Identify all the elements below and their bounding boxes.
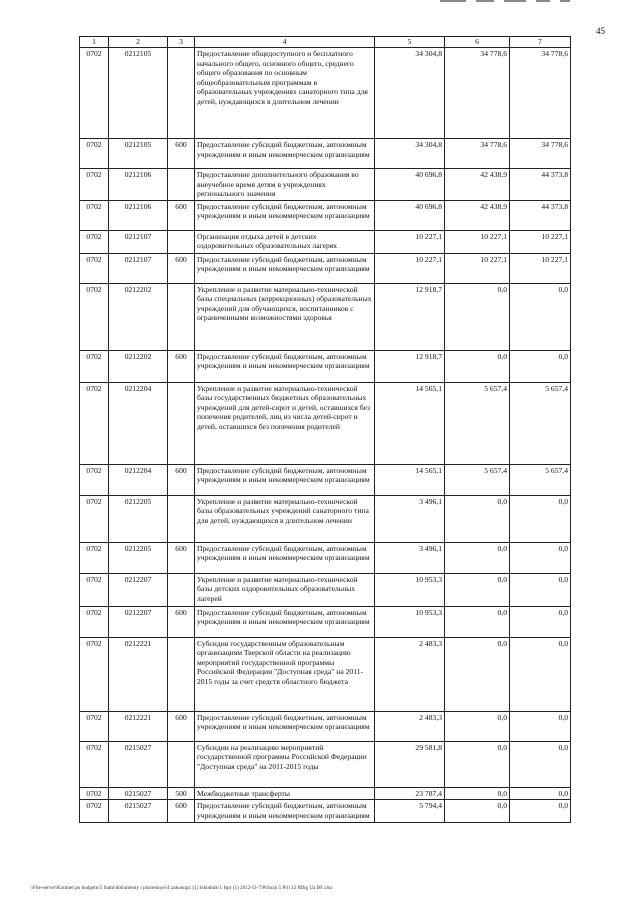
- amount-year-2: 0,0: [445, 741, 510, 787]
- amount-year-3: 0,0: [510, 495, 571, 542]
- amount-year-3: 0,0: [510, 800, 571, 823]
- amount-year-1: 14 565,1: [375, 382, 445, 464]
- amount-year-3: 0,0: [510, 542, 571, 573]
- amount-year-1: 12 918,7: [375, 350, 445, 382]
- amount-year-1: 5 794,4: [375, 800, 445, 823]
- target-article-code: 0212106: [109, 169, 168, 201]
- section-code: 0702: [80, 382, 109, 464]
- column-header-year-2: 6: [445, 37, 510, 48]
- section-code: 0702: [80, 787, 109, 800]
- expense-name: Укрепление и развитие материально-технической базы образовательных учреждений санаторного типа для детей, нуждающихся в длительном лечении: [195, 495, 375, 542]
- column-header-year-3: 7: [510, 37, 571, 48]
- amount-year-2: 42 438,9: [445, 169, 510, 201]
- target-article-code: 0212106: [109, 200, 168, 230]
- table-header-row: [80, 37, 571, 48]
- footer-file-path: \\File-server\Komitet po budgetu\5 Sami\dokumenty i pismennye\4 zakonopr. (1) Ishodnik\1 Ispr (1) 2012-I3-7\Prilozh 5 Pril 12 Rfbg Ua BF.xlsx: [30, 885, 333, 891]
- expense-name: Укрепление и развитие материально-технической базы детских оздоровительных образовательных лагерей: [195, 573, 375, 606]
- expense-type-code: 600: [168, 350, 195, 382]
- amount-year-2: 10 227,1: [445, 253, 510, 283]
- amount-year-3: 0,0: [510, 741, 571, 787]
- section-code: 0702: [80, 741, 109, 787]
- amount-year-3: 0,0: [510, 637, 571, 711]
- amount-year-1: 3 496,1: [375, 542, 445, 573]
- section-code: 0702: [80, 253, 109, 283]
- amount-year-1: 12 918,7: [375, 283, 445, 350]
- expense-name: Укрепление и развитие материально-технической базы специальных (коррекционных) образовательных учреждений для обучающихся, воспитанников с ограниченными возможностями здоровья: [195, 283, 375, 350]
- table-row: [80, 200, 571, 230]
- table-row: [80, 283, 571, 350]
- expense-name: Предоставление субсидий бюджетным, автономным учреждениям и иным некоммерческим организациям: [195, 606, 375, 637]
- expense-type-code: 600: [168, 200, 195, 230]
- target-article-code: 0212105: [109, 139, 168, 169]
- expense-type-code: [168, 741, 195, 787]
- amount-year-3: 34 778,6: [510, 139, 571, 169]
- amount-year-2: 0,0: [445, 606, 510, 637]
- table-row: [80, 253, 571, 283]
- expense-type-code: [168, 637, 195, 711]
- page-number: 45: [596, 26, 605, 36]
- expense-name: Предоставление субсидий бюджетным, автономным учреждениям и иным некоммерческим организациям: [195, 464, 375, 495]
- amount-year-1: 23 787,4: [375, 787, 445, 800]
- table-row: [80, 606, 571, 637]
- expense-name: Укрепление и развитие материально-технической базы государственных бюджетных образовательных учреждений для детей-сирот и детей, оставшихся без попечения родителей, лиц из числа детей-сирот и детей, оставшихся без попечения родителей: [195, 382, 375, 464]
- amount-year-2: 5 657,4: [445, 382, 510, 464]
- amount-year-2: 0,0: [445, 495, 510, 542]
- amount-year-2: 0,0: [445, 711, 510, 741]
- amount-year-1: 3 496,1: [375, 495, 445, 542]
- section-code: 0702: [80, 350, 109, 382]
- amount-year-3: 44 373,8: [510, 200, 571, 230]
- expense-type-code: 600: [168, 253, 195, 283]
- amount-year-1: 10 953,3: [375, 573, 445, 606]
- table-row: [80, 741, 571, 787]
- section-code: 0702: [80, 230, 109, 253]
- target-article-code: 0212202: [109, 350, 168, 382]
- amount-year-1: 14 565,1: [375, 464, 445, 495]
- amount-year-2: 34 778,6: [445, 139, 510, 169]
- expense-type-code: [168, 573, 195, 606]
- section-code: 0702: [80, 637, 109, 711]
- column-header-section: 1: [80, 37, 109, 48]
- amount-year-2: 5 657,4: [445, 464, 510, 495]
- table-row: [80, 464, 571, 495]
- amount-year-3: 0,0: [510, 573, 571, 606]
- amount-year-3: 0,0: [510, 787, 571, 800]
- budget-allocation-table: [79, 36, 571, 823]
- amount-year-2: 0,0: [445, 787, 510, 800]
- target-article-code: 0212205: [109, 542, 168, 573]
- section-code: 0702: [80, 169, 109, 201]
- expense-name: Организация отдыха детей в детских оздоровительных образовательных лагерях: [195, 230, 375, 253]
- expense-type-code: 600: [168, 464, 195, 495]
- column-header-year-1: 5: [375, 37, 445, 48]
- amount-year-3: 0,0: [510, 711, 571, 741]
- expense-type-code: [168, 382, 195, 464]
- table-row: [80, 382, 571, 464]
- expense-type-code: [168, 169, 195, 201]
- expense-type-code: 600: [168, 542, 195, 573]
- target-article-code: 0212204: [109, 464, 168, 495]
- table-row: [80, 573, 571, 606]
- table-row: [80, 350, 571, 382]
- amount-year-1: 34 304,8: [375, 139, 445, 169]
- amount-year-1: 40 696,8: [375, 169, 445, 201]
- amount-year-2: 10 227,1: [445, 230, 510, 253]
- amount-year-1: 2 483,3: [375, 637, 445, 711]
- expense-type-code: [168, 495, 195, 542]
- amount-year-3: 5 657,4: [510, 464, 571, 495]
- section-code: 0702: [80, 606, 109, 637]
- amount-year-3: 34 778,6: [510, 48, 571, 139]
- expense-type-code: 600: [168, 800, 195, 823]
- amount-year-2: 0,0: [445, 573, 510, 606]
- amount-year-1: 29 581,8: [375, 741, 445, 787]
- amount-year-1: 10 227,1: [375, 230, 445, 253]
- amount-year-3: 10 227,1: [510, 253, 571, 283]
- section-code: 0702: [80, 283, 109, 350]
- expense-name: Предоставление субсидий бюджетным, автономным учреждениям и иным некоммерческим организациям: [195, 253, 375, 283]
- table-row: [80, 495, 571, 542]
- amount-year-1: 34 304,8: [375, 48, 445, 139]
- target-article-code: 0215027: [109, 787, 168, 800]
- target-article-code: 0212221: [109, 711, 168, 741]
- expense-name: Предоставление субсидий бюджетным, автономным учреждениям и иным некоммерческим организациям: [195, 711, 375, 741]
- target-article-code: 0212107: [109, 253, 168, 283]
- section-code: 0702: [80, 711, 109, 741]
- table-row: [80, 169, 571, 201]
- amount-year-2: 0,0: [445, 542, 510, 573]
- section-code: 0702: [80, 495, 109, 542]
- expense-type-code: 600: [168, 606, 195, 637]
- amount-year-1: 40 696,8: [375, 200, 445, 230]
- amount-year-2: 0,0: [445, 637, 510, 711]
- section-code: 0702: [80, 573, 109, 606]
- expense-name: Субсидия государственным образовательным организациям Тверской области на реализацию мероприятий государственной программы Российской Федерации "Доступная среда" на 2011-2015 годы за счет средств областного бюджета: [195, 637, 375, 711]
- target-article-code: 0215027: [109, 800, 168, 823]
- expense-type-code: [168, 230, 195, 253]
- target-article-code: 0212221: [109, 637, 168, 711]
- expense-type-code: 500: [168, 787, 195, 800]
- table-row: [80, 542, 571, 573]
- table-row: [80, 139, 571, 169]
- section-code: 0702: [80, 464, 109, 495]
- amount-year-2: 0,0: [445, 800, 510, 823]
- table-row: [80, 637, 571, 711]
- expense-name: Предоставление дополнительного образования во внеучебное время детям в учреждениях регионального значения: [195, 169, 375, 201]
- target-article-code: 0215027: [109, 741, 168, 787]
- scan-edge-marks: [440, 0, 620, 6]
- amount-year-1: 10 227,1: [375, 253, 445, 283]
- table-row: [80, 711, 571, 741]
- expense-type-code: [168, 283, 195, 350]
- amount-year-2: 34 778,6: [445, 48, 510, 139]
- amount-year-3: 0,0: [510, 283, 571, 350]
- expense-name: Предоставление субсидий бюджетным, автономным учреждениям и иным некоммерческим организациям: [195, 350, 375, 382]
- target-article-code: 0212202: [109, 283, 168, 350]
- amount-year-1: 10 953,3: [375, 606, 445, 637]
- expense-name: Предоставление субсидий бюджетным, автономным учреждениям и иным некоммерческим организациям: [195, 139, 375, 169]
- expense-name: Предоставление субсидий бюджетным, автономным учреждениям и иным некоммерческим организациям: [195, 200, 375, 230]
- amount-year-3: 0,0: [510, 606, 571, 637]
- section-code: 0702: [80, 48, 109, 139]
- target-article-code: 0212105: [109, 48, 168, 139]
- target-article-code: 0212207: [109, 573, 168, 606]
- amount-year-3: 0,0: [510, 350, 571, 382]
- section-code: 0702: [80, 800, 109, 823]
- target-article-code: 0212207: [109, 606, 168, 637]
- expense-name: Межбюджетные трансферты: [195, 787, 375, 800]
- section-code: 0702: [80, 139, 109, 169]
- amount-year-3: 5 657,4: [510, 382, 571, 464]
- expense-type-code: 600: [168, 711, 195, 741]
- target-article-code: 0212107: [109, 230, 168, 253]
- table-row: [80, 48, 571, 139]
- section-code: 0702: [80, 200, 109, 230]
- column-header-target-article: 2: [109, 37, 168, 48]
- amount-year-3: 10 227,1: [510, 230, 571, 253]
- amount-year-2: 0,0: [445, 350, 510, 382]
- section-code: 0702: [80, 542, 109, 573]
- expense-name: Субсидии на реализацию мероприятий государственной программы Российской Федерации "Доступная среда" на 2011-2015 годы: [195, 741, 375, 787]
- expense-name: Предоставление субсидий бюджетным, автономным учреждениям и иным некоммерческим организациям: [195, 542, 375, 573]
- expense-name: Предоставление общедоступного и бесплатного начального общего, основного общего, среднего общего образования по основным общеобразовательным программам в образовательных учреждениях санаторного типа для детей, нуждающихся в длительном лечении: [195, 48, 375, 139]
- column-header-name: 4: [195, 37, 375, 48]
- target-article-code: 0212204: [109, 382, 168, 464]
- expense-type-code: [168, 48, 195, 139]
- expense-type-code: 600: [168, 139, 195, 169]
- amount-year-1: 2 483,3: [375, 711, 445, 741]
- expense-name: Предоставление субсидий бюджетным, автономным учреждениям и иным некоммерческим организациям: [195, 800, 375, 823]
- table-row: [80, 800, 571, 823]
- amount-year-3: 44 373,8: [510, 169, 571, 201]
- table-row: [80, 230, 571, 253]
- column-header-expense-type: 3: [168, 37, 195, 48]
- amount-year-2: 0,0: [445, 283, 510, 350]
- table-row: [80, 787, 571, 800]
- amount-year-2: 42 438,9: [445, 200, 510, 230]
- target-article-code: 0212205: [109, 495, 168, 542]
